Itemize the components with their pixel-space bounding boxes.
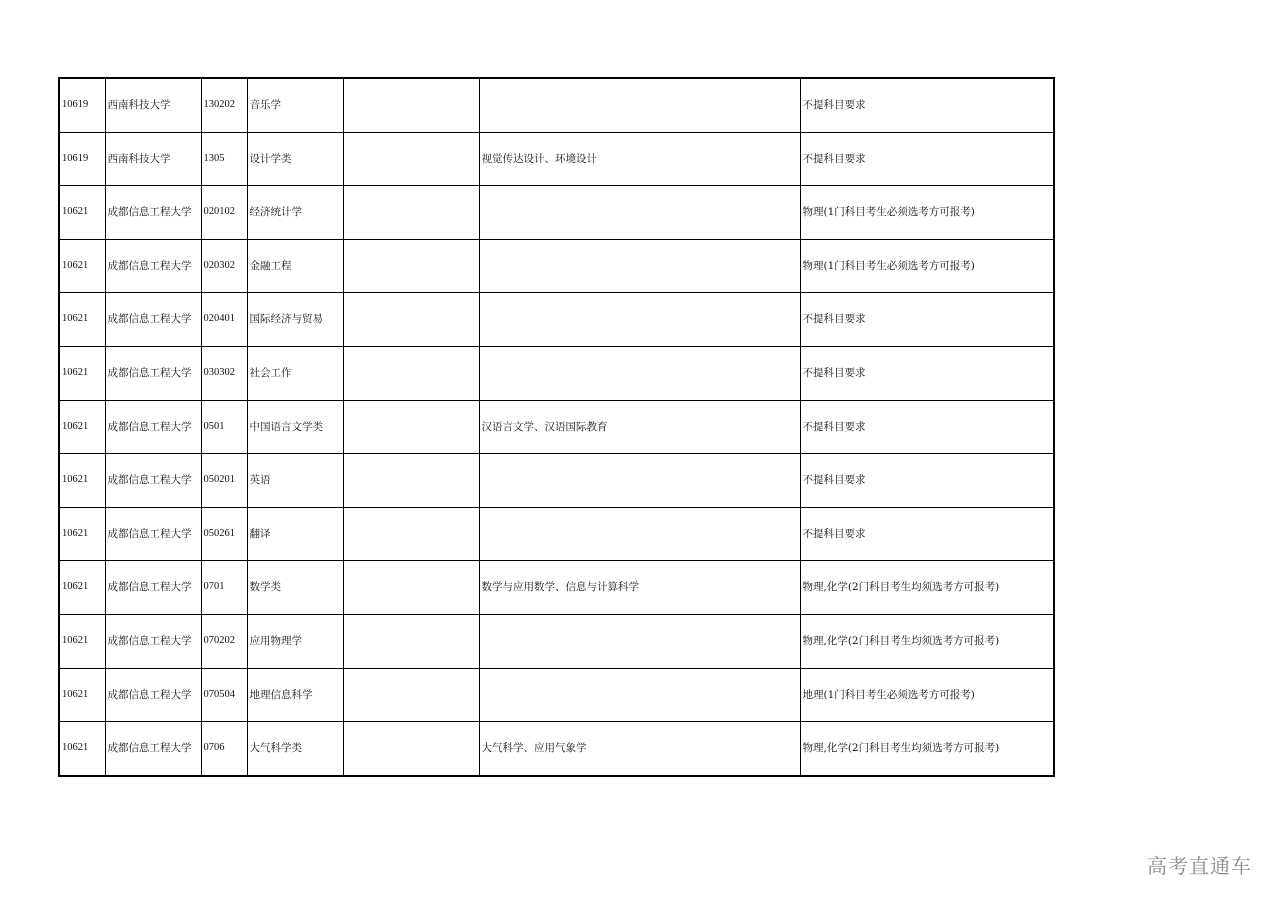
included-majors-cell: [479, 668, 800, 722]
school-name-cell: 成都信息工程大学: [105, 186, 201, 240]
major-code-cell: 020401: [201, 293, 247, 347]
table-row: [59, 454, 1054, 508]
note-cell: [343, 132, 479, 186]
major-code-cell: 050261: [201, 507, 247, 561]
included-majors-cell: [479, 454, 800, 508]
requirement-cell: 不提科目要求: [800, 346, 1054, 400]
major-name-cell: 经济统计学: [247, 186, 343, 240]
major-name-cell: 国际经济与贸易: [247, 293, 343, 347]
major-code-cell: 070504: [201, 668, 247, 722]
note-cell: [343, 186, 479, 240]
major-code-cell: 0701: [201, 561, 247, 615]
table-row: [59, 346, 1054, 400]
school-name-cell: 成都信息工程大学: [105, 507, 201, 561]
major-code-cell: 030302: [201, 346, 247, 400]
note-cell: [343, 614, 479, 668]
note-cell: [343, 561, 479, 615]
school-name-cell: 西南科技大学: [105, 78, 201, 132]
note-cell: [343, 400, 479, 454]
major-code-cell: 050201: [201, 454, 247, 508]
major-code-cell: 1305: [201, 132, 247, 186]
school-name-cell: 成都信息工程大学: [105, 293, 201, 347]
school-code-cell: 10621: [59, 346, 105, 400]
school-code-cell: 10619: [59, 78, 105, 132]
note-cell: [343, 454, 479, 508]
major-code-cell: 0706: [201, 722, 247, 776]
requirement-cell: 物理,化学(2门科目考生均须选考方可报考): [800, 722, 1054, 776]
school-name-cell: 成都信息工程大学: [105, 561, 201, 615]
watermark-text: 高考直通车: [1147, 854, 1252, 878]
included-majors-cell: 大气科学、应用气象学: [479, 722, 800, 776]
included-majors-cell: [479, 239, 800, 293]
requirement-cell: 物理,化学(2门科目考生均须选考方可报考): [800, 614, 1054, 668]
major-code-cell: 130202: [201, 78, 247, 132]
school-name-cell: 成都信息工程大学: [105, 346, 201, 400]
table-row: [59, 722, 1054, 776]
note-cell: [343, 78, 479, 132]
major-name-cell: 地理信息科学: [247, 668, 343, 722]
note-cell: [343, 293, 479, 347]
requirement-cell: 物理,化学(2门科目考生均须选考方可报考): [800, 561, 1054, 615]
school-code-cell: 10621: [59, 614, 105, 668]
included-majors-cell: [479, 507, 800, 561]
included-majors-cell: 视觉传达设计、环境设计: [479, 132, 800, 186]
school-name-cell: 成都信息工程大学: [105, 668, 201, 722]
major-name-cell: 大气科学类: [247, 722, 343, 776]
school-name-cell: 西南科技大学: [105, 132, 201, 186]
school-name-cell: 成都信息工程大学: [105, 239, 201, 293]
requirement-cell: 不提科目要求: [800, 454, 1054, 508]
major-name-cell: 中国语言文学类: [247, 400, 343, 454]
note-cell: [343, 722, 479, 776]
school-name-cell: 成都信息工程大学: [105, 614, 201, 668]
major-name-cell: 数学类: [247, 561, 343, 615]
table-row: [59, 132, 1054, 186]
note-cell: [343, 668, 479, 722]
included-majors-cell: [479, 186, 800, 240]
school-code-cell: 10619: [59, 132, 105, 186]
school-code-cell: 10621: [59, 400, 105, 454]
school-name-cell: 成都信息工程大学: [105, 454, 201, 508]
table-row: [59, 614, 1054, 668]
major-name-cell: 英语: [247, 454, 343, 508]
table-row: [59, 239, 1054, 293]
note-cell: [343, 346, 479, 400]
table-row: [59, 668, 1054, 722]
major-code-cell: 020302: [201, 239, 247, 293]
major-name-cell: 翻译: [247, 507, 343, 561]
requirement-cell: 物理(1门科目考生必须选考方可报考): [800, 186, 1054, 240]
school-code-cell: 10621: [59, 454, 105, 508]
requirement-cell: 物理(1门科目考生必须选考方可报考): [800, 239, 1054, 293]
school-name-cell: 成都信息工程大学: [105, 400, 201, 454]
table-row: [59, 293, 1054, 347]
requirement-cell: 地理(1门科目考生必须选考方可报考): [800, 668, 1054, 722]
requirement-cell: 不提科目要求: [800, 78, 1054, 132]
school-code-cell: 10621: [59, 507, 105, 561]
school-code-cell: 10621: [59, 293, 105, 347]
major-name-cell: 音乐学: [247, 78, 343, 132]
major-name-cell: 应用物理学: [247, 614, 343, 668]
school-code-cell: 10621: [59, 186, 105, 240]
major-code-cell: 070202: [201, 614, 247, 668]
included-majors-cell: [479, 614, 800, 668]
note-cell: [343, 239, 479, 293]
included-majors-cell: [479, 293, 800, 347]
requirement-cell: 不提科目要求: [800, 293, 1054, 347]
included-majors-cell: 汉语言文学、汉语国际教育: [479, 400, 800, 454]
table-row: [59, 561, 1054, 615]
school-code-cell: 10621: [59, 722, 105, 776]
requirement-cell: 不提科目要求: [800, 132, 1054, 186]
major-code-cell: 0501: [201, 400, 247, 454]
included-majors-cell: [479, 78, 800, 132]
school-code-cell: 10621: [59, 561, 105, 615]
table-body: [59, 78, 1054, 776]
school-code-cell: 10621: [59, 239, 105, 293]
major-code-cell: 020102: [201, 186, 247, 240]
note-cell: [343, 507, 479, 561]
subject-requirements-table: [58, 77, 1055, 777]
major-name-cell: 金融工程: [247, 239, 343, 293]
table-row: [59, 507, 1054, 561]
table-row: [59, 400, 1054, 454]
school-name-cell: 成都信息工程大学: [105, 722, 201, 776]
major-name-cell: 设计学类: [247, 132, 343, 186]
included-majors-cell: [479, 346, 800, 400]
major-name-cell: 社会工作: [247, 346, 343, 400]
requirement-cell: 不提科目要求: [800, 507, 1054, 561]
table-row: [59, 78, 1054, 132]
requirement-cell: 不提科目要求: [800, 400, 1054, 454]
table-row: [59, 186, 1054, 240]
school-code-cell: 10621: [59, 668, 105, 722]
included-majors-cell: 数学与应用数学、信息与计算科学: [479, 561, 800, 615]
